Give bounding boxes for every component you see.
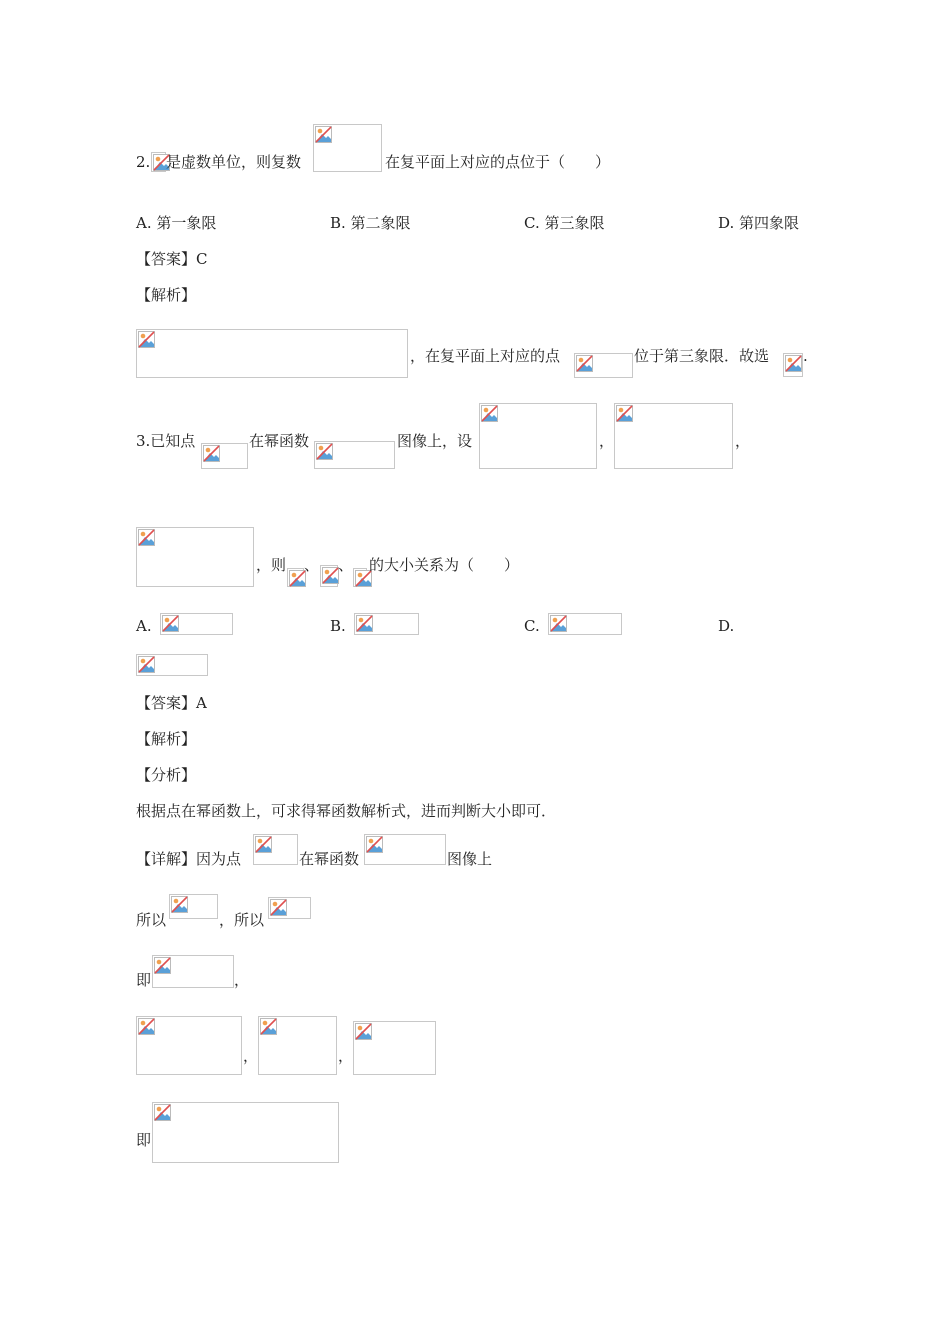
- q3-detail-prefix: 【详解】因为点: [136, 850, 242, 868]
- q3-fenxi-text: 根据点在幂函数上，可求得幂函数解析式，进而判断大小即可．: [136, 802, 557, 820]
- q3-text-1: 在幂函数: [249, 432, 310, 450]
- broken-image-icon: [315, 126, 332, 143]
- broken-image-icon: [481, 405, 498, 422]
- q3-comma: ，: [599, 432, 615, 450]
- formula-image: [160, 613, 233, 635]
- formula-image: [320, 565, 338, 587]
- q3-option-a: A.: [136, 617, 152, 635]
- formula-image: [152, 1102, 339, 1163]
- broken-image-icon: [576, 355, 593, 372]
- q3-ji-1-end: ，: [234, 971, 250, 989]
- q3-option-c: C.: [524, 617, 540, 635]
- formula-image: [152, 955, 234, 988]
- broken-image-icon: [322, 567, 339, 584]
- q3-fenxi-heading: 【分析】: [136, 766, 197, 784]
- q2-option-c: C. 第三象限: [524, 214, 605, 232]
- formula-image: [353, 568, 367, 587]
- formula-image: [364, 834, 446, 865]
- q3-detail-text-2: 图像上: [447, 850, 493, 868]
- formula-image: [169, 894, 218, 919]
- q2-option-d: D. 第四象限: [718, 214, 800, 232]
- q3-text-3: ，则: [256, 556, 287, 574]
- broken-image-icon: [616, 405, 633, 422]
- q3-text-4: 的大小关系为（ ）: [369, 556, 520, 574]
- q3-comma: ，: [243, 1047, 259, 1065]
- formula-image: [313, 124, 382, 172]
- q3-ji-2: 即: [136, 1131, 152, 1149]
- formula-image: [614, 403, 733, 469]
- q3-text-2: 图像上，设: [397, 432, 473, 450]
- formula-image: [783, 353, 803, 377]
- broken-image-icon: [171, 896, 188, 913]
- q3-suoyi-1: 所以: [136, 911, 167, 929]
- q3-answer: 【答案】A: [136, 694, 207, 712]
- broken-image-icon: [162, 615, 179, 632]
- broken-image-icon: [138, 656, 155, 673]
- formula-image: [353, 1021, 436, 1075]
- q3-separator: 、: [304, 556, 320, 574]
- formula-image: [136, 329, 408, 378]
- formula-image: [268, 897, 311, 919]
- broken-image-icon: [550, 615, 567, 632]
- formula-image: [574, 353, 633, 378]
- broken-image-icon: [138, 331, 155, 348]
- formula-image: [253, 834, 298, 865]
- broken-image-icon: [154, 1104, 171, 1121]
- q3-separator: 、: [338, 556, 354, 574]
- q3-ji-1: 即: [136, 971, 152, 989]
- broken-image-icon: [355, 1023, 372, 1040]
- q2-text-2: 在复平面上对应的点位于（ ）: [385, 153, 611, 171]
- formula-image: [136, 654, 208, 676]
- q2-answer: 【答案】C: [136, 250, 208, 268]
- q3-option-d: D.: [718, 617, 735, 635]
- q3-suoyi-2: ，所以: [219, 911, 265, 929]
- broken-image-icon: [138, 529, 155, 546]
- q3-number: 3.已知点: [136, 432, 196, 450]
- broken-image-icon: [260, 1018, 277, 1035]
- formula-image: [258, 1016, 337, 1075]
- q3-detail-text-1: 在幂函数: [299, 850, 360, 868]
- formula-image: [354, 613, 419, 635]
- q2-solution-text-1: ，在复平面上对应的点: [410, 347, 561, 365]
- q3-comma: ，: [338, 1047, 354, 1065]
- broken-image-icon: [255, 836, 272, 853]
- q3-option-b: B.: [330, 617, 346, 635]
- q3-comma: ，: [735, 432, 751, 450]
- broken-image-icon: [154, 957, 171, 974]
- broken-image-icon: [138, 1018, 155, 1035]
- broken-image-icon: [316, 443, 333, 460]
- formula-image: [201, 443, 248, 469]
- broken-image-icon: [785, 355, 802, 372]
- formula-image: [136, 1016, 242, 1075]
- formula-image: [287, 568, 304, 587]
- formula-image: [479, 403, 597, 469]
- q2-analysis-heading: 【解析】: [136, 286, 197, 304]
- q2-option-b: B. 第二象限: [330, 214, 411, 232]
- formula-image: [314, 441, 395, 469]
- broken-image-icon: [356, 615, 373, 632]
- broken-image-icon: [270, 899, 287, 916]
- formula-image: [136, 527, 254, 587]
- q2-text-1: 是虚数单位，则复数: [166, 153, 302, 171]
- formula-image: [151, 152, 166, 172]
- broken-image-icon: [203, 445, 220, 462]
- formula-image: [548, 613, 622, 635]
- q2-option-a: A. 第一象限: [136, 214, 217, 232]
- broken-image-icon: [366, 836, 383, 853]
- q2-number: 2.: [136, 153, 151, 171]
- q2-solution-text-2: 位于第三象限．故选: [634, 347, 770, 365]
- q2-solution-end: .: [803, 347, 808, 365]
- q3-analysis-heading: 【解析】: [136, 730, 197, 748]
